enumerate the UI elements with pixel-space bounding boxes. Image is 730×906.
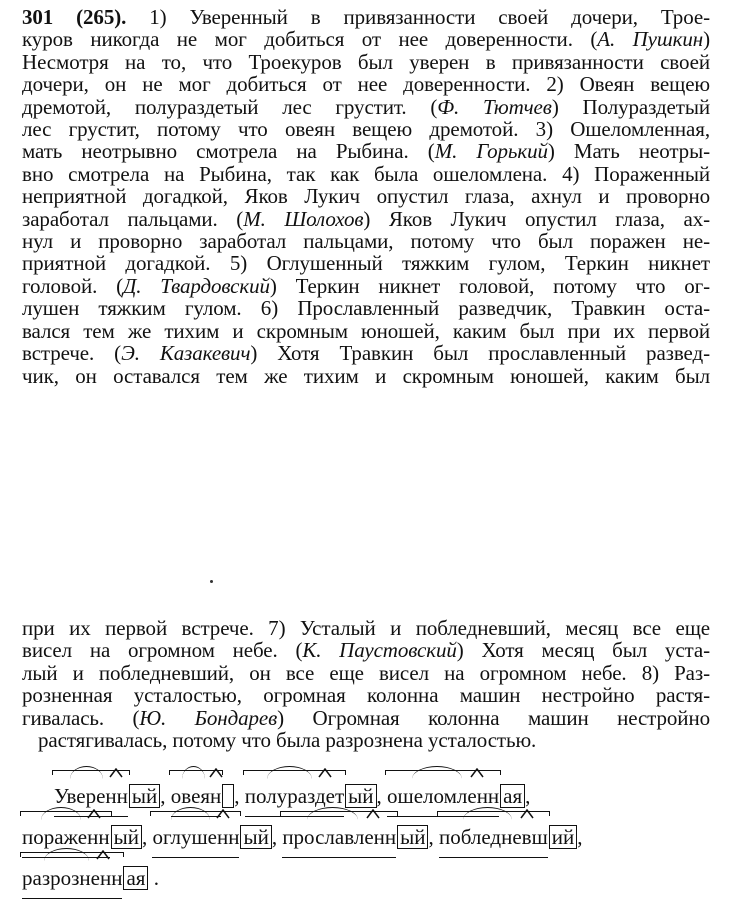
exercise-number: 301 (265). [22, 5, 127, 29]
exercise-text-part1 [22, 6, 710, 387]
word-separator: , [271, 825, 283, 849]
word-stem: ошеломленн [387, 776, 499, 817]
text-fragment: ) Яков Лукич опустил глаза, ах- [363, 206, 711, 231]
text-line [22, 163, 710, 185]
analyzed-word [22, 858, 148, 899]
suffix-caret [520, 809, 534, 819]
text-line [22, 729, 710, 751]
suffix-caret [96, 850, 110, 860]
text-fragment: головой. ( [22, 273, 123, 298]
suffix-caret [87, 809, 101, 819]
text-line [22, 230, 710, 252]
text-fragment: встрече. ( [22, 341, 122, 366]
exercise-text-part2 [22, 617, 710, 751]
text-line [22, 320, 710, 342]
text-fragment: лес грустит, потому что овеян вещею дремотой. 3) Ошеломленная, [22, 117, 710, 142]
text-line [22, 208, 710, 230]
suffix-caret [109, 768, 123, 778]
word-stem: полураздет [245, 776, 344, 817]
word-ending-box: ый [397, 825, 428, 849]
text-fragment: мать неотрывно смотрела на Рыбина. ( [22, 139, 435, 164]
author-name: К. Паустовский [302, 638, 457, 663]
text-fragment: дремотой, полураздетый лес грустит. ( [22, 94, 438, 119]
word-separator: , [525, 784, 531, 808]
author-name: Ю. Бондарев [139, 705, 278, 730]
text-fragment: ) Хотя месяц был уста- [456, 638, 710, 663]
word-stem: побледневш [439, 817, 548, 858]
text-line [22, 662, 710, 684]
word-separator: , [160, 784, 171, 808]
analyzed-word [282, 817, 428, 858]
text-fragment: лый и побледневший, он все еще висел на огромном небе. 8) Раз- [22, 660, 710, 685]
text-fragment: Несмотря на то, что Троекуров был уверен в привязанности своей [22, 49, 710, 74]
text-fragment: неприятной догадкой, Яков Лукич опустил глаза, ахнул и проворно [22, 184, 710, 209]
text-fragment: ) Огромная колонна машин нестройно [277, 705, 710, 730]
text-line [22, 342, 710, 364]
word-stem: овеян [171, 776, 222, 817]
word-separator: , [141, 825, 153, 849]
author-name: М. Шолохов [243, 206, 364, 231]
word-ending-box: ый [345, 784, 376, 808]
suffix-caret [318, 768, 332, 778]
text-fragment: ) Хотя Травкин был прославленный развед- [250, 341, 710, 366]
text-fragment: висел на огромном небе. ( [22, 638, 303, 663]
text-line [22, 140, 710, 162]
text-fragment: ) Мать неотры- [547, 139, 710, 164]
word-ending-box: ый [129, 784, 160, 808]
text-fragment: заработал пальцами. ( [22, 206, 244, 231]
word-separator: , [376, 784, 388, 808]
text-fragment: растягивалась, потому что была разрознена усталостью. [38, 728, 537, 753]
author-name: Ф. Тютчев [437, 94, 552, 119]
text-line [22, 617, 710, 639]
word-ending-box: ая [123, 866, 148, 890]
suffix-caret [209, 768, 223, 778]
text-line [22, 118, 710, 140]
author-name: А. Пушкин [597, 27, 704, 52]
analysis-row [22, 817, 710, 858]
word-stem: пораженн [22, 817, 110, 858]
text-fragment: нул и проворно заработал пальцами, потому что был поражен не- [22, 229, 710, 254]
text-line [22, 365, 710, 387]
text-fragment: приятной догадкой. 5) Оглушенный тяжким гулом, Теркин никнет [22, 251, 710, 276]
text-fragment: при их первой встрече. 7) Усталый и побледневший, месяц все еще [22, 616, 710, 640]
text-fragment: лушен тяжким гулом. 6) Прославленный разведчик, Травкин оста- [22, 296, 710, 321]
author-name: М. Горький [434, 139, 548, 164]
text-line [22, 185, 710, 207]
root-arc [70, 766, 103, 779]
analysis-row [22, 858, 710, 899]
text-line [22, 639, 710, 661]
word-separator: , [234, 784, 245, 808]
text-fragment: ) [703, 27, 710, 52]
text-line [22, 297, 710, 319]
word-stem: оглушенн [152, 817, 239, 858]
root-arc [267, 766, 312, 779]
text-fragment: розненная усталостью, огромная колонна машин нестройно растя- [22, 683, 710, 708]
scan-speck [210, 580, 213, 583]
suffix-caret [470, 768, 484, 778]
text-fragment: чик, он оставался тем же тихим и скромным юношей, каким был [22, 363, 710, 388]
text-fragment: вно смотрела на Рыбина, так как была ошеломлена. 4) Пораженный [22, 161, 710, 186]
text-line [22, 275, 710, 297]
author-name: Д. Твардовский [123, 273, 270, 298]
root-arc [182, 766, 205, 779]
word-separator: . [148, 866, 159, 890]
text-fragment: дочери, он не мог добиться от нее доверенности. 2) Овеян вещею [22, 72, 710, 97]
word-ending-box: ый [240, 825, 271, 849]
text-fragment: куров никогда не мог добиться от нее доверенности. ( [22, 27, 598, 52]
text-line [22, 252, 710, 274]
text-fragment: 1) Уверенный в привязанности своей дочери, Трое- [126, 5, 710, 29]
text-line [22, 51, 710, 73]
word-ending-box: ая [500, 784, 525, 808]
word-separator: , [577, 825, 583, 849]
word-ending-box: ый [111, 825, 142, 849]
word-stem: Уверенн [54, 776, 128, 817]
suffix-caret [366, 809, 380, 819]
text-line [22, 28, 710, 50]
word-ending-box [222, 784, 234, 808]
word-stem: прославленн [282, 817, 396, 858]
text-line [22, 73, 710, 95]
word-separator: , [428, 825, 439, 849]
text-fragment: вался тем же тихим и скромным юношей, каким был при их первой [22, 318, 710, 343]
author-name: Э. Казакевич [121, 341, 251, 366]
text-fragment: гивалась. ( [22, 705, 140, 730]
text-line [22, 707, 710, 729]
word-stem: разрозненн [22, 858, 122, 899]
text-fragment: ) Теркин никнет головой, потому что ог- [269, 273, 710, 298]
analyzed-word [152, 817, 271, 858]
word-ending-box: ий [549, 825, 577, 849]
analyzed-word [439, 817, 577, 858]
morpheme-analysis [22, 776, 710, 899]
root-arc [412, 766, 462, 779]
text-fragment: ) Полураздетый [551, 94, 710, 119]
text-line [22, 6, 710, 28]
text-line [22, 684, 710, 706]
suffix-caret [216, 809, 230, 819]
text-line [22, 96, 710, 118]
